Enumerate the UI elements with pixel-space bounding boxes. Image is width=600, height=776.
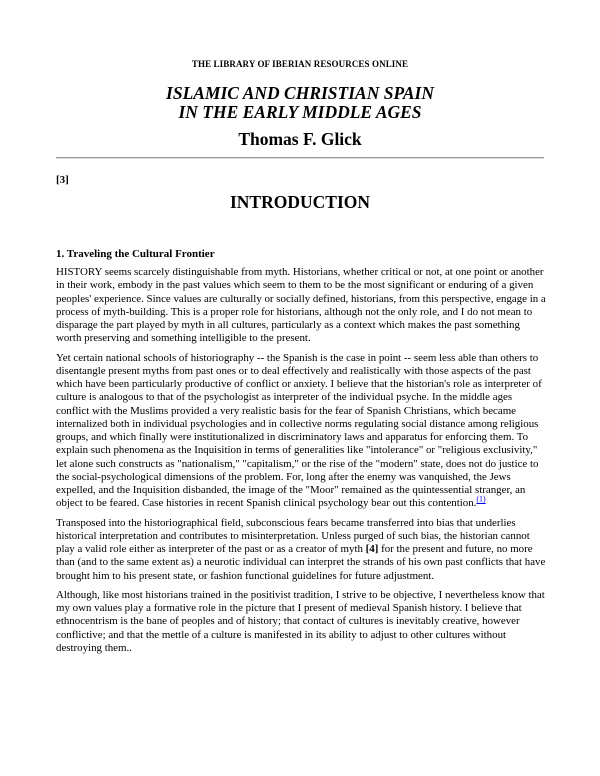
footnote-link[interactable]: (1) [476, 494, 486, 504]
paragraph-3-text-a: Transposed into the historiographical field, subconscious fears became transferred into bias that underlies historical interpretation and contributes to misinterpretation. Unless purged of such bias, the historian cannot play a valid role either as interpreter of the past or as a creator of myth [56, 516, 530, 555]
site-name: THE LIBRARY OF IBERIAN RESOURCES ONLINE [191, 59, 409, 69]
body-text [56, 266, 546, 661]
book-title [56, 84, 544, 122]
paragraph-4: Although, like most historians trained in the positivist tradition, I strive to be objective, I nevertheless know that my own values play a formative role in the picture that I present of medieval Spanish history. I believe that ethnocentrism is the bane of peoples and of history; that contact of cultures is inevitably creative, however conflictive; and that the mettle of a culture is manifested in its ability to adjust to other cultures without destroying them.. [56, 588, 545, 654]
paragraph-2-text: Yet certain national schools of historiography -- the Spanish is the case in point -- seem less able than others to disentangle present myths from past ones or to deal effectively and realistically with those aspects of the past which have been particularly productive of conflict or anxiety. I believe that the historian's role as interpreter of culture is analogous to that of the psychologist as interpreter of the individual psyche. In the middle ages conflict with the Muslims provided a very realistic basis for the fear of Spanish Christians, which became internalized both in individual psychologies and in collective norms regulating social distance among religious groups, and which finally were institutionalized in discriminatory laws and apparatus for enforcing them. To explain such phenomena as the Inquisition in terms of generalities like "intolerance" or "religious exclusivity," let alone such constructs as "nationalism," "capitalism," or the rise of the "modern" state, does not do justice to the social-psychological dimensions of the problem. For, long after the enemy was vanquished, the Jews expelled, and the Inquisition disbanded, the image of the "Moor" remained as the quintessential stranger, an object to be feared. Case histories in recent Spanish clinical psychology bear out this contention. [56, 351, 542, 510]
section-heading: 1. Traveling the Cultural Frontier [56, 248, 215, 260]
paragraph-2 [56, 352, 546, 511]
horizontal-divider [56, 157, 544, 159]
book-title-line-2: IN THE EARLY MIDDLE AGES [178, 102, 422, 122]
inline-page-marker: [4] [365, 543, 379, 555]
page-marker: [3] [56, 174, 69, 186]
chapter-title: INTRODUCTION [229, 192, 371, 212]
paragraph-3-text-b: for the present and future, no more than (and to the same extent as) a neurotic individual can interpret the strands of his own past conflicts that have brought him to his present state, or fashion functional guidelines for future adjustment. [56, 543, 546, 582]
paragraph-3 [56, 517, 546, 583]
book-title-line-1: ISLAMIC AND CHRISTIAN SPAIN [166, 83, 434, 103]
paragraph-1: HISTORY seems scarcely distinguishable from myth. Historians, whether critical or not, at one point or another in their work, embody in the past values which seem to them to be the most significant or enduring of a given peoples' experience. Since values are culturally or socially defined, historians, from this perspective, engage in a process of myth-building. This is a proper role for historians, although not the only role, and I do not mean to disparage the part played by myth in all cultures, particularly as a context which makes the past something worth preserving and something intelligible to the present. [56, 266, 546, 345]
author-name: Thomas F. Glick [238, 129, 362, 149]
